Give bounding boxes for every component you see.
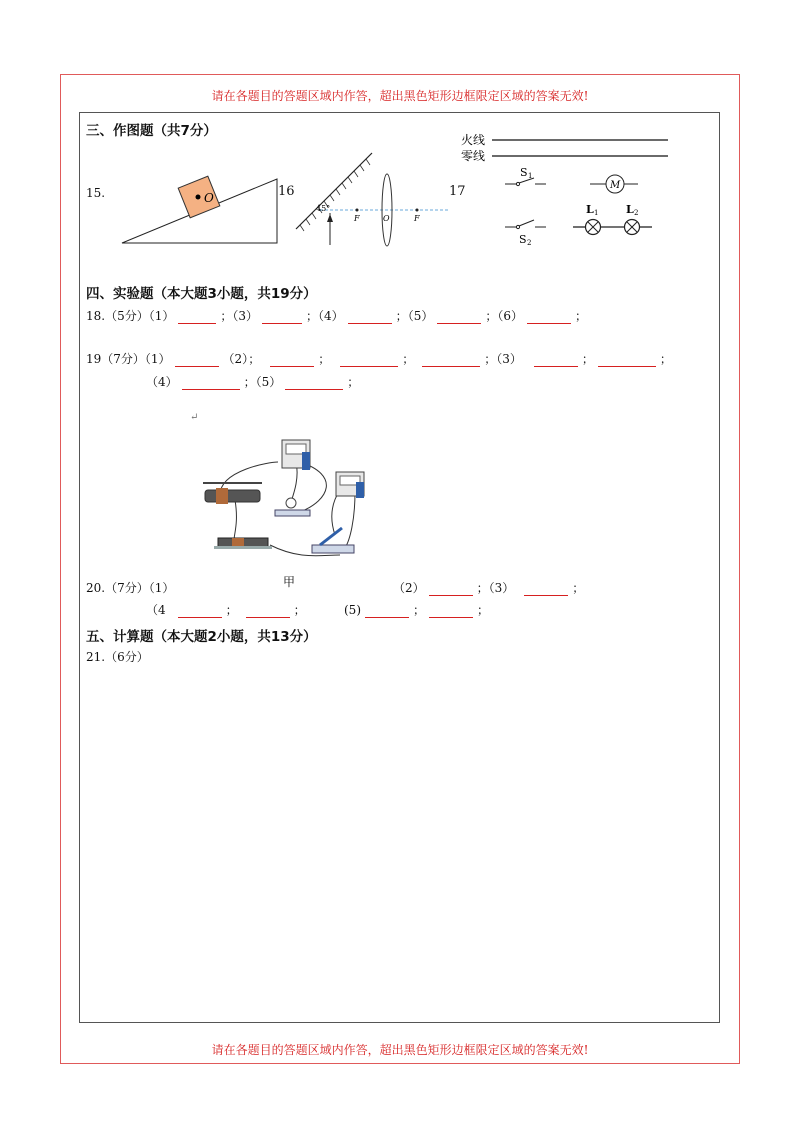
q19-blank-1[interactable]	[175, 354, 219, 367]
q21-label: 21.（6分）	[86, 650, 149, 664]
q16-number: 16	[278, 184, 295, 199]
l1-label: L	[586, 203, 594, 216]
q20-prefix: 20.（7分）（1）	[86, 581, 175, 595]
q19-blank-2c[interactable]	[422, 354, 480, 367]
warning-bottom: 请在各题目的答题区域内作答，超出黑色矩形边框限定区域的答案无效!	[211, 1043, 589, 1057]
s2-label: S	[519, 233, 527, 246]
q16-angle-label: 45°	[316, 204, 331, 213]
q17-number: 17	[449, 184, 466, 199]
q17-circuit-figure	[492, 140, 668, 235]
zero-line-label: 零线	[461, 149, 486, 163]
q15-number: 15.	[86, 186, 106, 200]
q19-blank-3b[interactable]	[598, 354, 656, 367]
warning-top: 请在各题目的答题区域内作答，超出黑色矩形边框限定区域的答案无效!	[211, 89, 589, 103]
q21-answer-area[interactable]	[86, 668, 712, 1016]
section3-title: 三、作图题（共7分）	[86, 123, 217, 139]
s2-sub: 2	[527, 239, 532, 247]
q20-blank-3[interactable]	[524, 583, 568, 596]
q20-blank-5b[interactable]	[429, 605, 473, 618]
q20-blank-4b[interactable]	[246, 605, 290, 618]
q20-blank-5a[interactable]	[365, 605, 409, 618]
q20-blank-2[interactable]	[429, 583, 473, 596]
l2-sub: 2	[634, 209, 639, 217]
return-mark: ↵	[190, 412, 199, 423]
q20-row-2b: (5) ； ；	[344, 603, 490, 617]
q18-blank-4[interactable]	[348, 311, 392, 324]
q20-row-1	[86, 579, 174, 596]
q19-row-1: 19（7分）（1） （2）； ； ； ；（3） ； ；	[86, 352, 672, 366]
q19-blank-5[interactable]	[285, 377, 343, 390]
section5-title: 五、计算题（本大题2小题，共13分）	[86, 629, 317, 645]
q18-row: 18.（5分）（1） ；（3） ；（4） ；（5） ；（6） ；	[86, 309, 587, 323]
q16-o-label: O	[383, 214, 390, 223]
q20-figure-label: 甲	[283, 575, 296, 589]
q20-apparatus-figure	[203, 440, 364, 556]
q18-blank-6[interactable]	[527, 311, 571, 324]
q16-f1-label: F	[354, 214, 360, 223]
l1-sub: 1	[594, 209, 599, 217]
q20-row-1b: （2） ；（3） ；	[393, 581, 585, 595]
section4-title: 四、实验题（本大题3小题，共19分）	[86, 286, 317, 302]
q19-blank-2a[interactable]	[270, 354, 314, 367]
q19-blank-3a[interactable]	[534, 354, 578, 367]
q18-prefix: 18.（5分）（1）	[86, 309, 175, 323]
q16-f2-label: F	[414, 214, 420, 223]
q20-blank-4a[interactable]	[178, 605, 222, 618]
q19-row-2: （4） ；（5） ；	[146, 375, 360, 389]
q16-optics-figure	[296, 153, 448, 246]
fire-line-label: 火线	[461, 133, 486, 147]
q19-blank-4[interactable]	[182, 377, 240, 390]
q18-blank-5[interactable]	[437, 311, 481, 324]
q19-prefix: 19（7分）（1）	[86, 352, 171, 366]
l2-label: L	[626, 203, 634, 216]
q15-label-o: O	[204, 191, 214, 205]
q18-blank-1[interactable]	[178, 311, 216, 324]
motor-label: M	[610, 180, 621, 191]
q20-row-2: （4 ； ；	[146, 603, 306, 617]
s1-sub: 1	[528, 172, 533, 180]
center-dot	[196, 195, 201, 200]
q18-blank-3[interactable]	[262, 311, 302, 324]
q15-incline-figure	[122, 176, 277, 243]
s1-label: S	[520, 166, 528, 179]
q19-blank-2b[interactable]	[340, 354, 398, 367]
